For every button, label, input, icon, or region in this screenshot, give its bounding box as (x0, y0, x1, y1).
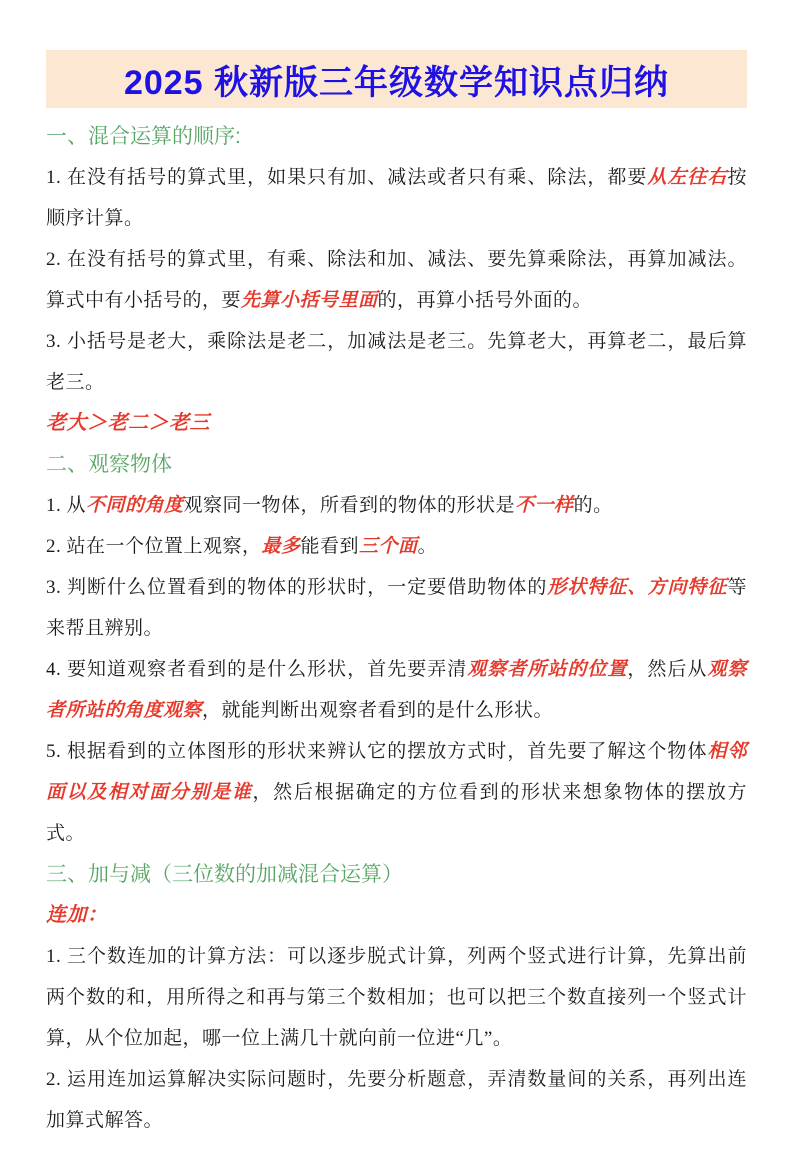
highlighted-text: 连加： (46, 904, 108, 926)
page-title: 2025 秋新版三年级数学知识点归纳 (123, 63, 670, 102)
body-text: 观察同一物体，所看到的物体的形状是 (183, 495, 516, 516)
paragraph (46, 239, 747, 321)
paragraph (46, 526, 747, 567)
body-text: 1. 在没有括号的算式里，如果只有加、减法或者只有乘、除法，都要 (46, 167, 648, 188)
body-text: 1. 三个数连加的计算方法：可以逐步脱式计算，列两个竖式进行计算，先算出前两个数的和，用所得之和再与第三个数相加；也可以把三个数直接列一个竖式计算，从个位加起，哪一位上满几十就向前一位进“几”。 (46, 946, 747, 1049)
title-banner (46, 50, 747, 108)
body-text: 。 (417, 536, 438, 557)
body-text: 的，再算小括号外面的。 (377, 290, 593, 311)
body-text: ，然后根据确定的方位看到的形状来想象物体的摆放方式。 (46, 782, 747, 844)
highlighted-text: 不一样 (515, 495, 574, 516)
paragraph (46, 649, 747, 731)
highlighted-text: 观察者所站的角度观察 (46, 659, 747, 721)
paragraph (46, 157, 747, 239)
highlighted-text: 老大＞老二＞老三 (46, 412, 210, 434)
paragraph (46, 731, 747, 854)
body-text: ，就能判断出观察者看到的是什么形状。 (202, 700, 554, 721)
body-text: 等来帮且辨别。 (46, 577, 747, 639)
highlight-line (46, 403, 747, 444)
highlighted-text: 从左往右 (647, 167, 728, 188)
section-heading: 三、加与减（三位数的加减混合运算） (46, 863, 403, 886)
body-text: 3. 判断什么位置看到的物体的形状时，一定要借助物体的 (46, 577, 548, 598)
body-text: 1. 从 (46, 495, 87, 516)
body-text: 的。 (573, 495, 613, 516)
highlighted-text: 不同的角度 (86, 495, 184, 516)
highlighted-text: 最多 (261, 536, 301, 557)
body-text: 按顺序计算。 (46, 167, 747, 229)
paragraph (46, 936, 747, 1059)
section-heading: 二、观察物体 (46, 453, 172, 476)
body-text: 5. 根据看到的立体图形的形状来辨认它的摆放方式时，首先要了解这个物体 (46, 741, 708, 762)
body-text: 能看到 (300, 536, 360, 557)
highlighted-text: 先算小括号里面 (241, 290, 378, 311)
highlight-line (46, 895, 747, 936)
paragraph (46, 485, 747, 526)
highlighted-text: 形状特征、方向特征 (547, 577, 728, 598)
highlighted-text: 三个面 (359, 536, 418, 557)
paragraph (46, 1059, 747, 1141)
highlighted-text: 观察者所站的位置 (467, 659, 628, 680)
document-page (0, 50, 793, 1172)
document-content (46, 108, 747, 1141)
body-text: 2. 站在一个位置上观察， (46, 536, 262, 557)
body-text: 2. 运用连加运算解决实际问题时，先要分析题意，弄清数量间的关系，再列出连加算式解答。 (46, 1069, 747, 1131)
section-heading: 一、混合运算的顺序: (46, 125, 241, 148)
body-text: 4. 要知道观察者看到的是什么形状，首先要弄清 (46, 659, 468, 680)
paragraph (46, 321, 747, 403)
paragraph (46, 567, 747, 649)
body-text: 2. 在没有括号的算式里，有乘、除法和加、减法、要先算乘除法，再算加减法。算式中有小括号的，要 (46, 249, 747, 311)
body-text: ，然后从 (627, 659, 708, 680)
highlighted-text: 相邻面以及相对面分别是谁 (46, 741, 747, 803)
body-text: 3. 小括号是老大，乘除法是老二，加减法是老三。先算老大，再算老二，最后算老三。 (46, 331, 747, 393)
